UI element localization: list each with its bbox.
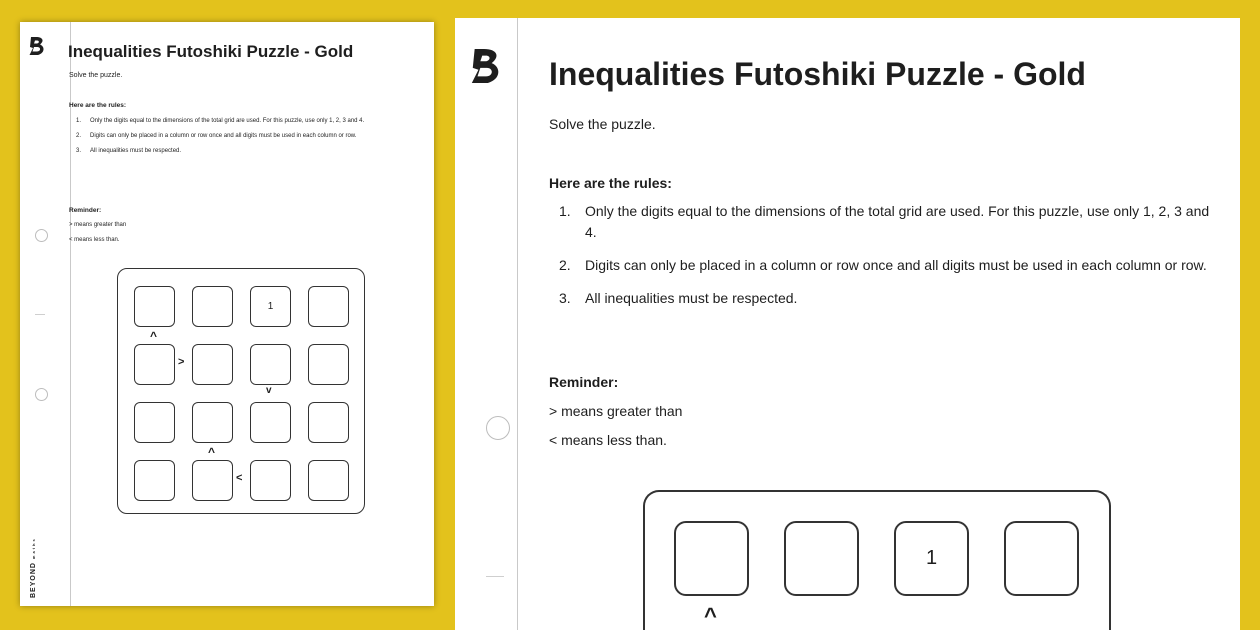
grid-cell[interactable] bbox=[192, 344, 233, 385]
binder-hole-icon bbox=[35, 388, 48, 401]
grid-cell[interactable] bbox=[674, 521, 749, 596]
rules-list bbox=[76, 117, 416, 155]
grid-cell[interactable] bbox=[308, 286, 349, 327]
grid-cell-given bbox=[250, 286, 291, 327]
grid-cell[interactable] bbox=[134, 402, 175, 443]
grid-cell[interactable] bbox=[134, 344, 175, 385]
fold-mark bbox=[486, 576, 504, 577]
reminder-line: < means less than. bbox=[549, 432, 667, 448]
grid-cell[interactable] bbox=[134, 286, 175, 327]
grid-cell[interactable] bbox=[134, 460, 175, 501]
rule-item: 2. Digits can only be placed in a column or row once and all digits must be used in each column or row. bbox=[559, 257, 1207, 273]
given-digit: 1 bbox=[267, 301, 274, 312]
grid-cell[interactable] bbox=[250, 402, 291, 443]
grid-cell[interactable] bbox=[308, 460, 349, 501]
grid-cell[interactable] bbox=[308, 344, 349, 385]
margin-rule bbox=[70, 22, 71, 606]
page-title: Inequalities Futoshiki Puzzle - Gold bbox=[549, 56, 1086, 92]
rules-heading: Here are the rules: bbox=[69, 102, 127, 109]
grid-cell[interactable] bbox=[192, 286, 233, 327]
inequality-down: v bbox=[266, 385, 272, 396]
reminder-line: > means greater than bbox=[549, 403, 683, 419]
rule-item: 3. All inequalities must be respected. bbox=[559, 290, 798, 306]
inequality-less: < bbox=[236, 472, 243, 484]
reminder-heading: Reminder: bbox=[549, 374, 619, 390]
rule-item: 1. Only the digits equal to the dimensions of the total grid are used. For this puzzle, use only 1, 2, 3 and 4. bbox=[559, 203, 1210, 240]
worksheet-zoom bbox=[455, 18, 1240, 630]
rule-item: 1. Only the digits equal to the dimensions of the total grid are used. For this puzzle, use only 1, 2, 3 and 4. bbox=[76, 118, 365, 124]
grid-cell[interactable] bbox=[1004, 521, 1079, 596]
beyond-logo-icon bbox=[469, 46, 503, 86]
page-title: Inequalities Futoshiki Puzzle - Gold bbox=[68, 42, 354, 61]
rule-item: 3. All inequalities must be respected. bbox=[76, 148, 182, 154]
grid-cell[interactable] bbox=[250, 460, 291, 501]
reminder-line: > means greater than bbox=[69, 222, 127, 228]
instruction-text: Solve the puzzle. bbox=[69, 72, 123, 79]
grid-cell[interactable] bbox=[784, 521, 859, 596]
brand-vertical: BEYOND maths bbox=[30, 537, 37, 598]
fold-mark bbox=[35, 314, 45, 315]
worksheet-preview-small bbox=[20, 22, 434, 606]
grid-cell[interactable] bbox=[192, 402, 233, 443]
inequality-up: ^ bbox=[150, 329, 158, 343]
reminder-heading: Reminder: bbox=[69, 207, 102, 214]
beyond-logo-icon bbox=[28, 36, 46, 56]
grid-cell[interactable] bbox=[308, 402, 349, 443]
grid-cell[interactable] bbox=[192, 460, 233, 501]
inequality-greater: > bbox=[178, 356, 185, 368]
margin-rule bbox=[517, 18, 518, 630]
inequality-up: ^ bbox=[208, 445, 216, 459]
binder-hole-icon bbox=[486, 416, 510, 440]
grid-cell[interactable] bbox=[250, 344, 291, 385]
rules-list bbox=[559, 201, 1219, 309]
inequality-up: ^ bbox=[704, 603, 717, 628]
binder-hole-icon bbox=[35, 229, 48, 242]
rules-heading: Here are the rules: bbox=[549, 175, 672, 191]
reminder-line: < means less than. bbox=[69, 237, 120, 243]
instruction-text: Solve the puzzle. bbox=[549, 116, 656, 132]
grid-cell-given bbox=[894, 521, 969, 596]
rule-item: 2. Digits can only be placed in a column or row once and all digits must be used in each column or row. bbox=[76, 133, 357, 139]
given-digit: 1 bbox=[925, 547, 938, 569]
